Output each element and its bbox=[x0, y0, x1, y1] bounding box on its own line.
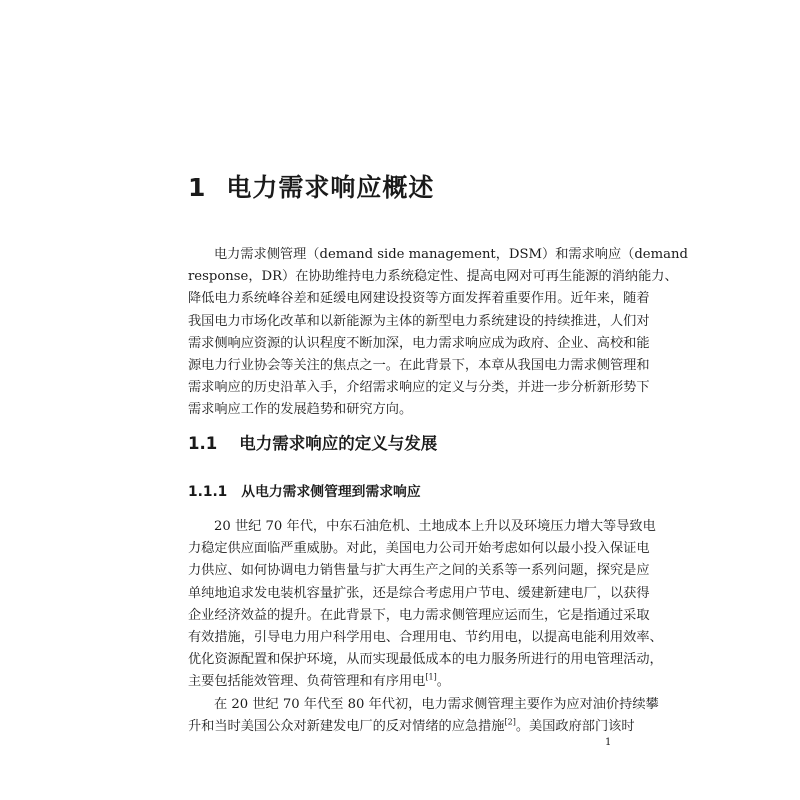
chapter-title bbox=[188, 168, 434, 204]
body-line: 单纯地追求发电装机容量扩张，还是综合考虑用户节电、缓建新建电厂，以获得 bbox=[188, 585, 650, 601]
section-heading bbox=[188, 430, 437, 454]
intro-line: 源电力行业协会等关注的焦点之一。在此背景下，本章从我国电力需求侧管理和 bbox=[188, 358, 650, 374]
body-paragraph-1 bbox=[188, 516, 663, 694]
page-number: 1 bbox=[605, 737, 612, 748]
body-line-end: 。 bbox=[436, 674, 450, 690]
intro-line: 需求侧响应资源的认识程度不断加深，电力需求响应成为政府、企业、高校和能 bbox=[188, 335, 650, 351]
body-line: 优化资源配置和保护环境，从而实现最低成本的电力服务所进行的用电管理活动， bbox=[188, 652, 663, 668]
intro-line: 电力需求侧管理（demand side management，DSM）和需求响应（demand bbox=[214, 247, 688, 262]
subsection-heading bbox=[188, 480, 421, 500]
body-line: 20 世纪 70 年代，中东石油危机、土地成本上升以及环境压力增大等导致电 bbox=[214, 519, 656, 534]
intro-paragraph bbox=[188, 244, 688, 422]
body-line: 企业经济效益的提升。在此背景下，电力需求侧管理应运而生，它是指通过采取 bbox=[188, 607, 650, 623]
intro-line: 需求响应工作的发展趋势和研究方向。 bbox=[188, 402, 413, 418]
citation-ref: [2] bbox=[504, 717, 516, 727]
body-line-text: 升和当时美国公众对新建发电厂的反对情绪的应急措施 bbox=[188, 719, 505, 735]
body-line-end: 。美国政府部门该时 bbox=[515, 719, 635, 735]
intro-line: 降低电力系统峰谷差和延缓电网建设投资等方面发挥着重要作用。近年来，随着 bbox=[188, 291, 650, 307]
body-line: 在 20 世纪 70 年代至 80 年代初，电力需求侧管理主要作为应对油价持续攀 bbox=[214, 697, 659, 712]
intro-line: 我国电力市场化改革和以新能源为主体的新型电力系统建设的持续推进，人们对 bbox=[188, 313, 650, 329]
body-line-text: 主要包括能效管理、负荷管理和有序用电 bbox=[188, 674, 426, 690]
body-line: 力稳定供应面临严重威胁。对此，美国电力公司开始考虑如何以最小投入保证电 bbox=[188, 541, 650, 557]
intro-line: response，DR）在协助维持电力系统稳定性、提高电网对可再生能源的消纳能力、 bbox=[188, 269, 678, 285]
body-line bbox=[188, 716, 635, 738]
section-number: 1.1 bbox=[188, 434, 218, 453]
body-line: 力供应、如何协调电力销售量与扩大再生产之间的关系等一系列问题，探究是应 bbox=[188, 563, 650, 579]
body-line: 有效措施，引导电力用户科学用电、合理用电、节约用电，以提高电能利用效率、 bbox=[188, 630, 663, 646]
subsection-title: 从电力需求侧管理到需求响应 bbox=[241, 484, 421, 500]
intro-line: 需求响应的历史沿革入手，介绍需求响应的定义与分类，并进一步分析新形势下 bbox=[188, 380, 650, 396]
section-title: 电力需求响应的定义与发展 bbox=[239, 434, 438, 453]
citation-ref: [1] bbox=[425, 673, 437, 683]
body-paragraph-2 bbox=[188, 694, 659, 738]
chapter-title-text: 电力需求响应概述 bbox=[226, 173, 435, 202]
subsection-number: 1.1.1 bbox=[188, 484, 228, 500]
chapter-number: 1 bbox=[188, 173, 207, 202]
body-line bbox=[188, 671, 612, 693]
